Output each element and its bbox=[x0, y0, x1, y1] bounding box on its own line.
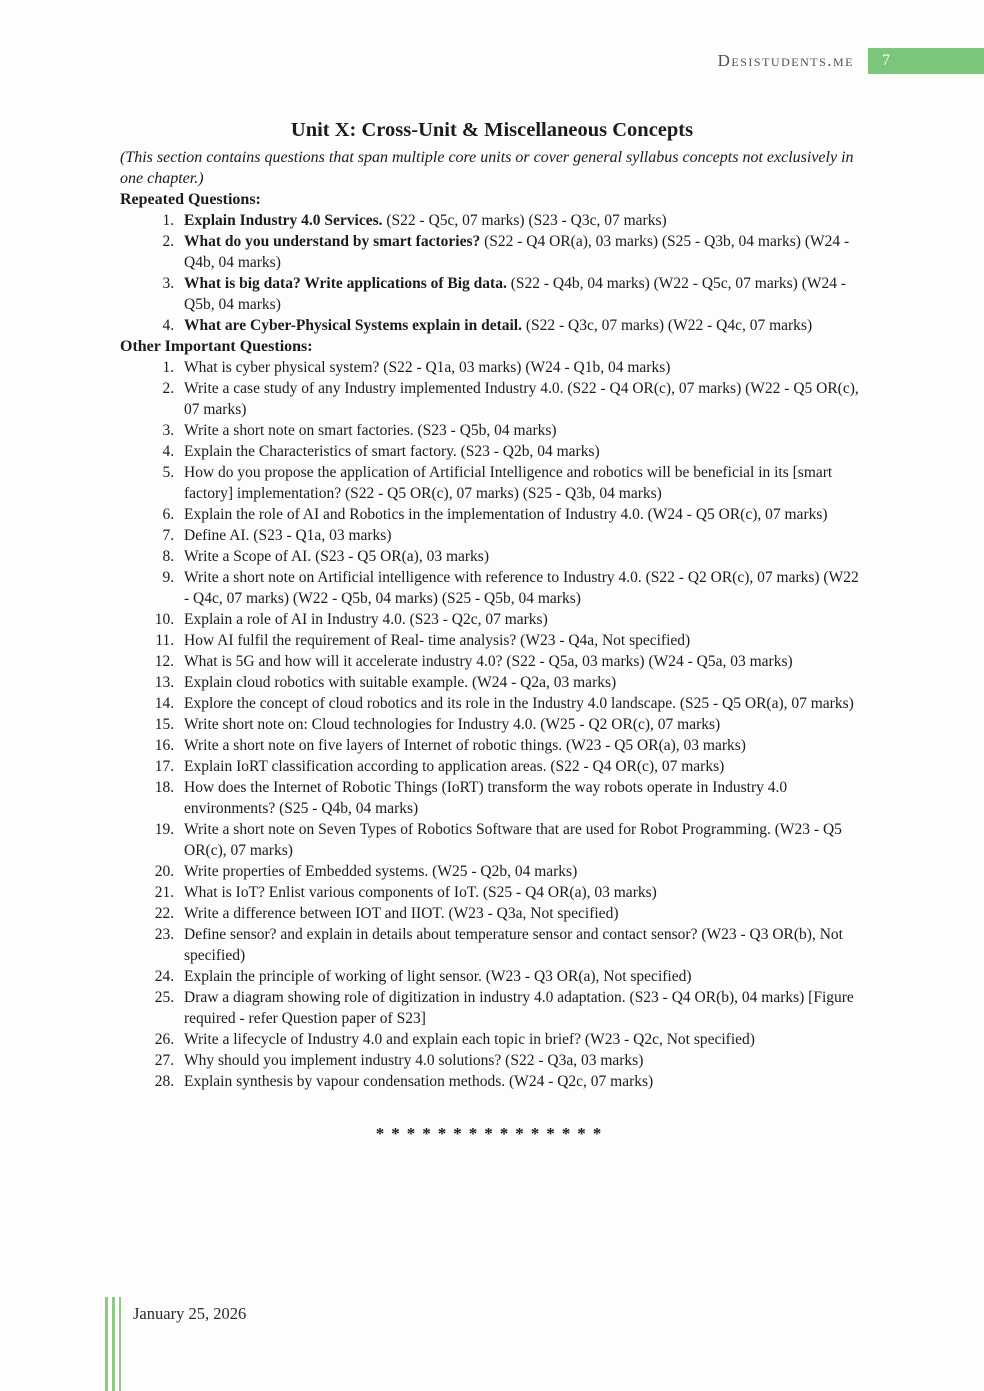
question-item bbox=[178, 567, 864, 609]
question-meta: (S22 - Q5c, 07 marks) (S23 - Q3c, 07 marks) bbox=[382, 212, 667, 229]
question-text: Explain synthesis by vapour condensation methods. (W24 - Q2c, 07 marks) bbox=[184, 1073, 654, 1090]
question-item bbox=[178, 420, 864, 441]
question-text: Write a lifecycle of Industry 4.0 and explain each topic in brief? (W23 - Q2c, Not specified) bbox=[184, 1031, 755, 1048]
footer-accent-bars bbox=[105, 1297, 121, 1391]
question-item bbox=[178, 630, 864, 651]
question-text: Write a Scope of AI. (S23 - Q5 OR(a), 03 marks) bbox=[184, 548, 489, 565]
question-text: Write properties of Embedded systems. (W25 - Q2b, 04 marks) bbox=[184, 863, 578, 880]
question-text: Explore the concept of cloud robotics and its role in the Industry 4.0 landscape. (S25 - Q5 OR(a), 07 marks) bbox=[184, 695, 854, 712]
question-bold-text: Explain Industry 4.0 Services. bbox=[184, 212, 383, 229]
question-item bbox=[178, 441, 864, 462]
question-item bbox=[178, 609, 864, 630]
question-item bbox=[178, 924, 864, 966]
question-text: What is 5G and how will it accelerate industry 4.0? (S22 - Q5a, 03 marks) (W24 - Q5a, 03 marks) bbox=[184, 653, 793, 670]
question-meta: (S22 - Q4b, 04 marks) (W22 - Q5c, 07 marks) (W24 - Q5b, 04 marks) bbox=[184, 275, 847, 313]
question-item bbox=[178, 966, 864, 987]
separator-asterisks: *************** bbox=[375, 1124, 609, 1143]
page-header bbox=[0, 46, 984, 76]
question-text: Write a short note on Seven Types of Robotics Software that are used for Robot Programming. (W23 - Q5 OR(c), 07 marks) bbox=[184, 821, 842, 859]
question-text: Explain the role of AI and Robotics in the implementation of Industry 4.0. (W24 - Q5 OR(c), 07 marks) bbox=[184, 506, 828, 523]
question-text: Write a short note on Artificial intelligence with reference to Industry 4.0. (S22 - Q2 OR(c), 07 marks) (W22 - Q4c, 07 marks) (W22 - Q5b, 04 marks) (S25 - Q5b, 04 marks) bbox=[184, 569, 859, 607]
document-content bbox=[120, 115, 864, 1144]
repeated-questions-list bbox=[120, 210, 864, 336]
question-item bbox=[178, 1029, 864, 1050]
question-text: How AI fulfil the requirement of Real- time analysis? (W23 - Q4a, Not specified) bbox=[184, 632, 691, 649]
section-heading-repeated: Repeated Questions: bbox=[120, 191, 261, 208]
question-item bbox=[178, 1071, 864, 1092]
question-text: Write a case study of any Industry implemented Industry 4.0. (S22 - Q4 OR(c), 07 marks) (W22 - Q5 OR(c), 07 marks) bbox=[184, 380, 859, 418]
question-item bbox=[178, 714, 864, 735]
question-text: Write short note on: Cloud technologies for Industry 4.0. (W25 - Q2 OR(c), 07 marks) bbox=[184, 716, 721, 733]
question-text: Explain IoRT classification according to application areas. (S22 - Q4 OR(c), 07 marks) bbox=[184, 758, 725, 775]
site-name: Desistudents.me bbox=[717, 51, 854, 70]
question-meta: (S22 - Q4 OR(a), 03 marks) (S25 - Q3b, 04 marks) (W24 - Q4b, 04 marks) bbox=[184, 233, 850, 271]
question-text: Explain cloud robotics with suitable example. (W24 - Q2a, 03 marks) bbox=[184, 674, 617, 691]
question-text: What is IoT? Enlist various components of IoT. (S25 - Q4 OR(a), 03 marks) bbox=[184, 884, 657, 901]
question-text: Explain a role of AI in Industry 4.0. (S23 - Q2c, 07 marks) bbox=[184, 611, 548, 628]
question-bold-text: What are Cyber-Physical Systems explain in detail. bbox=[184, 317, 522, 334]
question-item bbox=[178, 672, 864, 693]
question-bold-text: What is big data? Write applications of Big data. bbox=[184, 275, 507, 292]
question-item bbox=[178, 357, 864, 378]
other-questions-list bbox=[120, 357, 864, 1092]
question-item bbox=[178, 315, 864, 336]
question-item bbox=[178, 546, 864, 567]
question-item bbox=[178, 210, 864, 231]
question-text: Write a short note on smart factories. (S23 - Q5b, 04 marks) bbox=[184, 422, 557, 439]
page-title: Unit X: Cross-Unit & Miscellaneous Concepts bbox=[290, 119, 694, 141]
question-item bbox=[178, 231, 864, 273]
question-text: Explain the principle of working of light sensor. (W23 - Q3 OR(a), Not specified) bbox=[184, 968, 692, 985]
question-item bbox=[178, 462, 864, 504]
question-text: How do you propose the application of Artificial Intelligence and robotics will be beneficial in its [smart factory] implementation? (S22 - Q5 OR(c), 07 marks) (S25 - Q3b, 04 marks) bbox=[184, 464, 833, 502]
question-text: Define AI. (S23 - Q1a, 03 marks) bbox=[184, 527, 392, 544]
question-item bbox=[178, 651, 864, 672]
question-text: How does the Internet of Robotic Things (IoRT) transform the way robots operate in Industry 4.0 environments? (S25 - Q4b, 04 marks) bbox=[184, 779, 788, 817]
question-item bbox=[178, 987, 864, 1029]
question-text: Draw a diagram showing role of digitization in industry 4.0 adaptation. (S23 - Q4 OR(b), 04 marks) [Figure required - refer Question paper of S23] bbox=[184, 989, 854, 1027]
question-item bbox=[178, 819, 864, 861]
question-item bbox=[178, 1050, 864, 1071]
question-text: Write a short note on five layers of Internet of robotic things. (W23 - Q5 OR(a), 03 marks) bbox=[184, 737, 746, 754]
footer-date: January 25, 2026 bbox=[133, 1304, 247, 1323]
question-item bbox=[178, 504, 864, 525]
page-number-badge bbox=[868, 48, 984, 74]
question-item bbox=[178, 735, 864, 756]
question-item bbox=[178, 903, 864, 924]
page-number: 7 bbox=[882, 52, 890, 69]
question-item bbox=[178, 525, 864, 546]
question-item bbox=[178, 756, 864, 777]
question-text: Define sensor? and explain in details about temperature sensor and contact sensor? (W23 - Q3 OR(b), Not specified) bbox=[184, 926, 843, 964]
question-meta: (S22 - Q3c, 07 marks) (W22 - Q4c, 07 marks) bbox=[521, 317, 813, 334]
question-text: What is cyber physical system? (S22 - Q1a, 03 marks) (W24 - Q1b, 04 marks) bbox=[184, 359, 671, 376]
question-text: Why should you implement industry 4.0 solutions? (S22 - Q3a, 03 marks) bbox=[184, 1052, 644, 1069]
question-text: Write a difference between IOT and IIOT. (W23 - Q3a, Not specified) bbox=[184, 905, 619, 922]
question-item bbox=[178, 882, 864, 903]
question-text: Explain the Characteristics of smart factory. (S23 - Q2b, 04 marks) bbox=[184, 443, 600, 460]
question-bold-text: What do you understand by smart factories? bbox=[184, 233, 481, 250]
question-item bbox=[178, 777, 864, 819]
intro-note: (This section contains questions that span multiple core units or cover general syllabus concepts not exclusively in one chapter.) bbox=[120, 149, 854, 187]
question-item bbox=[178, 273, 864, 315]
question-item bbox=[178, 693, 864, 714]
section-heading-other: Other Important Questions: bbox=[120, 338, 313, 355]
question-item bbox=[178, 378, 864, 420]
question-item bbox=[178, 861, 864, 882]
